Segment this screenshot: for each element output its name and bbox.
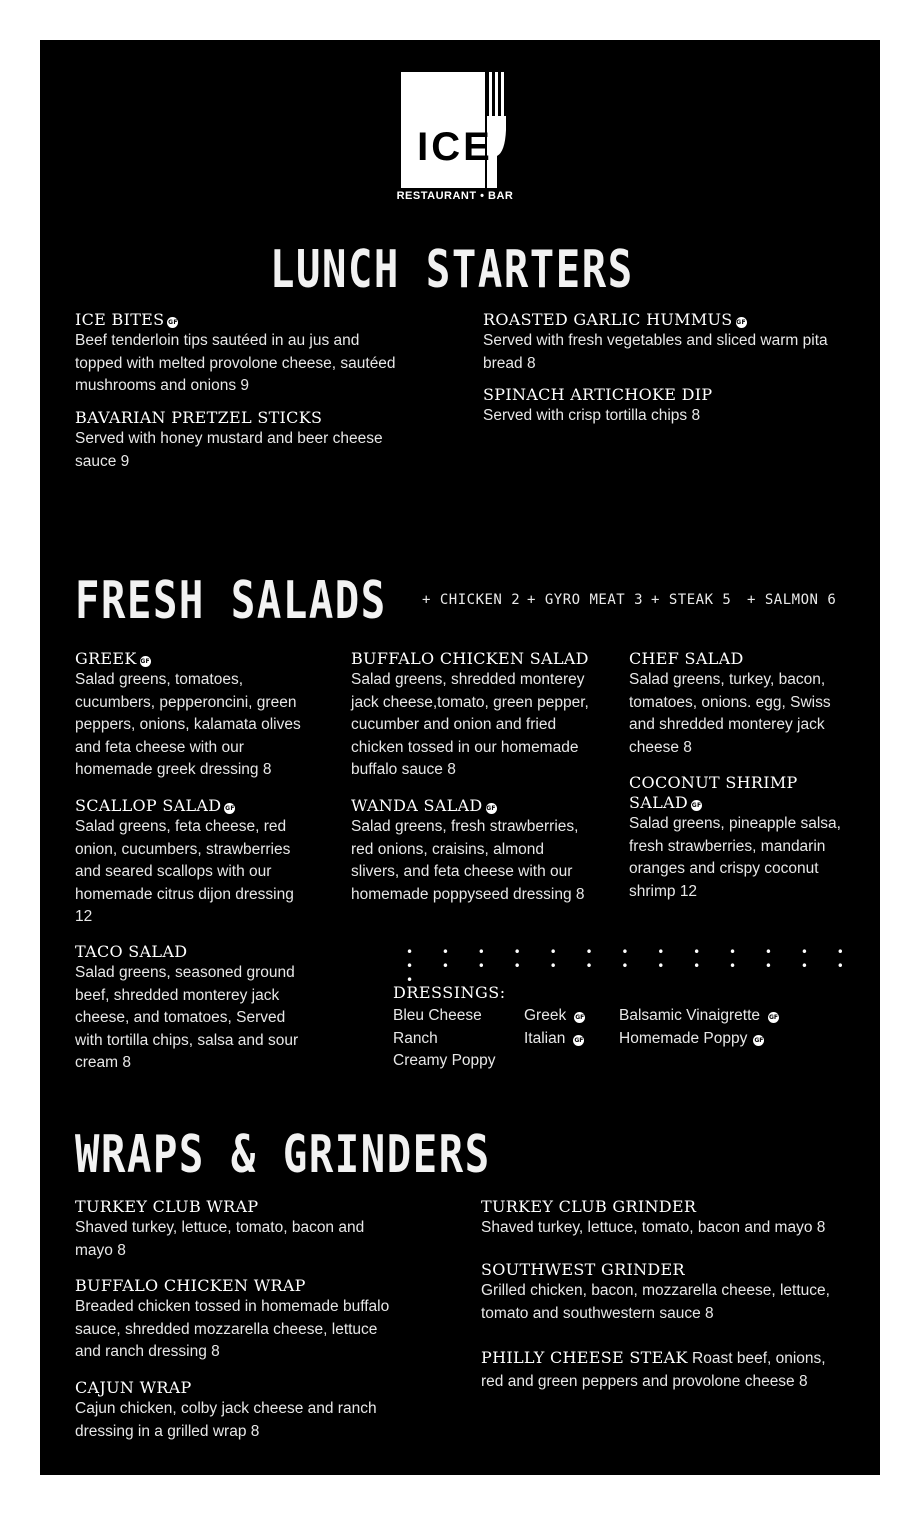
- item-name: ROASTED GARLIC HUMMUS: [483, 310, 733, 329]
- item-description: Beef tenderloin tips sautéed in au jus and topped with melted provolone cheese, sautéed mushrooms and onions 9: [75, 332, 396, 395]
- gluten-free-icon: GF: [769, 1014, 779, 1021]
- item-description: Salad greens, feta cheese, red onion, cucumbers, strawberries and seared scallops with our homemade citrus dijon dressing 12: [75, 818, 294, 926]
- item-description: Cajun chicken, colby jack cheese and ranch dressing in a grilled wrap 8: [75, 1400, 377, 1440]
- item-name: GREEK: [75, 649, 137, 668]
- gluten-free-icon: GF: [574, 1037, 584, 1044]
- section-title-salads: FRESH SALADS: [75, 571, 387, 631]
- item-name: SPINACH ARTICHOKE DIP: [483, 385, 713, 404]
- dressing-greek: [524, 1005, 585, 1028]
- logo-tagline: RESTAURANT • BAR: [396, 190, 514, 202]
- item-description: Served with crisp tortilla chips 8: [483, 407, 701, 424]
- item-name: SOUTHWEST GRINDER: [481, 1260, 685, 1279]
- menu-item-southwest-grinder: [481, 1260, 841, 1325]
- item-name: ICE BITES: [75, 310, 165, 329]
- menu-item-buffalo-chicken-wrap: [75, 1276, 390, 1364]
- menu-item-chef-salad: [629, 649, 839, 759]
- dressing-name: Balsamic Vinaigrette: [619, 1007, 761, 1024]
- section-title-wraps: WRAPS & GRINDERS: [75, 1125, 491, 1185]
- menu-item-buffalo-chicken-salad: [351, 649, 591, 782]
- menu-item-turkey-club-grinder: [481, 1197, 841, 1240]
- dressing-bleu-cheese: Bleu Cheese: [393, 1007, 482, 1024]
- gluten-free-icon: GF: [225, 805, 235, 812]
- dressing-name: Homemade Poppy: [619, 1030, 748, 1047]
- item-description: Breaded chicken tossed in homemade buffalo sauce, shredded mozzarella cheese, lettuce and ranch dressing 8: [75, 1298, 390, 1361]
- menu-item-spinach-artichoke-dip: [483, 385, 833, 428]
- item-description: Served with honey mustard and beer cheese sauce 9: [75, 430, 383, 470]
- item-description: Grilled chicken, bacon, mozzarella cheese, lettuce, tomato and southwestern sauce 8: [481, 1282, 830, 1322]
- item-name: COCONUT SHRIMP SALAD: [629, 773, 798, 812]
- item-name: CHEF SALAD: [629, 649, 744, 668]
- dressing-name: Italian: [524, 1030, 566, 1047]
- dressings-label: DRESSINGS:: [393, 983, 506, 1002]
- item-description: Salad greens, tomatoes, cucumbers, pepperoncini, green peppers, onions, kalamata olives and feta cheese with our homemade greek dressing 8: [75, 671, 301, 779]
- item-name: BAVARIAN PRETZEL STICKS: [75, 408, 323, 427]
- dressing-italian: [524, 1028, 584, 1051]
- gluten-free-icon: GF: [486, 805, 496, 812]
- menu-item-coconut-shrimp-salad: [629, 773, 844, 903]
- gluten-free-icon: GF: [168, 319, 178, 326]
- addon-steak: + STEAK 5: [651, 592, 732, 608]
- item-description: Shaved turkey, lettuce, tomato, bacon and mayo 8: [75, 1219, 365, 1259]
- item-description: Served with fresh vegetables and sliced warm pita bread 8: [483, 332, 828, 372]
- dressing-name: Greek: [524, 1007, 567, 1024]
- section-title-starters: LUNCH STARTERS: [270, 240, 634, 300]
- dressing-homemade-poppy: [619, 1028, 764, 1051]
- item-name: CAJUN WRAP: [75, 1378, 192, 1397]
- menu-item-cajun-wrap: [75, 1378, 385, 1443]
- menu-item-wanda-salad: [351, 796, 591, 906]
- gluten-free-icon: GF: [691, 802, 702, 809]
- gluten-free-icon: GF: [575, 1014, 585, 1021]
- item-name: TURKEY CLUB GRINDER: [481, 1197, 697, 1216]
- item-name: BUFFALO CHICKEN WRAP: [75, 1276, 306, 1295]
- logo-wordmark: ICE: [417, 125, 493, 169]
- menu-item-turkey-club-wrap: [75, 1197, 385, 1262]
- item-description: Salad greens, pineapple salsa, fresh strawberries, mandarin oranges and crispy coconut shrimp 12: [629, 815, 841, 900]
- dressing-balsamic-vinaigrette: [619, 1005, 779, 1028]
- item-name: BUFFALO CHICKEN SALAD: [351, 649, 589, 668]
- menu-item-scallop-salad: [75, 796, 300, 929]
- item-name: PHILLY CHEESE STEAK: [481, 1348, 688, 1367]
- dressing-ranch: Ranch: [393, 1030, 438, 1047]
- item-description: Salad greens, fresh strawberries, red onions, craisins, almond slivers, and feta cheese with our homemade poppyseed dressing 8: [351, 818, 585, 903]
- addon-gyro-meat: + GYRO MEAT 3: [527, 592, 644, 608]
- menu-item-greek: [75, 649, 310, 782]
- item-description: Roast beef, onions, red and green peppers and provolone cheese 8: [481, 1350, 826, 1390]
- dressing-creamy-poppy: Creamy Poppy: [393, 1052, 496, 1069]
- dotted-divider: • • • • • • • • • • • • • • • • • • • • • • • • • • •: [406, 945, 857, 987]
- gluten-free-icon: GF: [140, 658, 150, 665]
- addon-salmon: + SALMON 6: [747, 592, 837, 608]
- gluten-free-icon: GF: [736, 319, 746, 326]
- item-description: Salad greens, seasoned ground beef, shredded monterey jack cheese, and tomatoes, Served with tortilla chips, salsa and sour cream 8: [75, 964, 299, 1072]
- item-description: Shaved turkey, lettuce, tomato, bacon and mayo 8: [481, 1219, 826, 1236]
- item-name: TURKEY CLUB WRAP: [75, 1197, 259, 1216]
- addon-chicken: + CHICKEN 2: [422, 592, 521, 608]
- item-name: WANDA SALAD: [351, 796, 483, 815]
- item-name: TACO SALAD: [75, 942, 188, 961]
- menu-item-roasted-garlic-hummus: [483, 310, 833, 375]
- menu-item-taco-salad: [75, 942, 310, 1075]
- menu-item-bavarian-pretzel-sticks: [75, 408, 405, 473]
- logo: [401, 72, 509, 188]
- menu-item-philly-cheese-steak: [481, 1348, 841, 1393]
- menu-item-ice-bites: [75, 310, 405, 398]
- menu-board: [40, 40, 880, 1475]
- item-name: SCALLOP SALAD: [75, 796, 222, 815]
- item-description: Salad greens, turkey, bacon, tomatoes, onions. egg, Swiss and shredded monterey jack cheese 8: [629, 671, 831, 756]
- gluten-free-icon: GF: [754, 1037, 764, 1044]
- item-description: Salad greens, shredded monterey jack cheese,tomato, green pepper, cucumber and onion and fried chicken tossed in our homemade buffalo sauce 8: [351, 671, 589, 779]
